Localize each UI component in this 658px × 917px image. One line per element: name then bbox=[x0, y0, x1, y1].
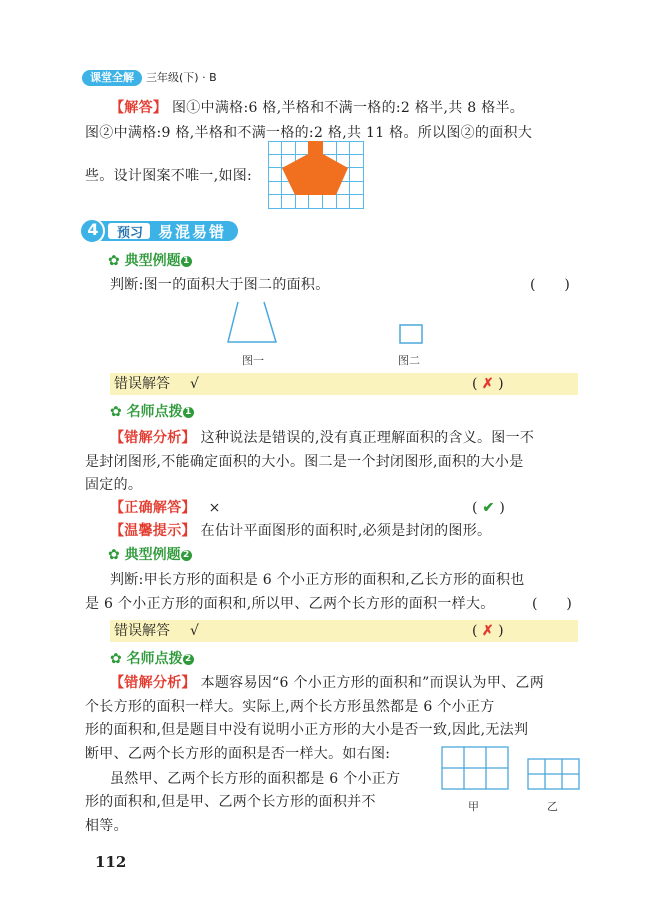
wrong-answer-value: √ bbox=[190, 623, 199, 639]
analysis-2-line-1 bbox=[110, 673, 544, 693]
analysis-2-line-3: 形的面积和,但是题目中没有说明小正方形的大小是否一致,因此,无法判 bbox=[85, 722, 529, 738]
figure-two-rectangle bbox=[400, 325, 422, 343]
wrong-verdict bbox=[472, 374, 504, 394]
jia-rectangle bbox=[442, 747, 508, 789]
answer-line-3: 些。设计图案不唯一,如图: bbox=[85, 168, 253, 184]
analysis-2-line-4: 断甲、乙两个长方形的面积是否一样大。如右图: bbox=[85, 746, 391, 762]
conclusion-line-2: 形的面积和,但是甲、乙两个长方形的面积并不 bbox=[85, 794, 376, 810]
tip-1-heading bbox=[110, 402, 194, 422]
grade-subtitle: 三年级(下) · B bbox=[146, 71, 217, 84]
wrong-answer-label: 错误解答 bbox=[114, 623, 170, 639]
example-1-bracket: ( ) bbox=[530, 277, 571, 293]
analysis-2-text-1: 本题容易因“6 个小正方形的面积和”而误认为甲、乙两 bbox=[195, 675, 545, 691]
example-2-question-2: 是 6 个小正方形的面积和,所以甲、乙两个长方形的面积一样大。 bbox=[85, 596, 495, 612]
yi-caption: 乙 bbox=[547, 800, 558, 813]
clover-icon: ✿ bbox=[110, 404, 122, 420]
verdict-open: ( bbox=[472, 500, 478, 516]
correct-answer-value: × bbox=[208, 500, 221, 516]
orange-pentagon bbox=[282, 141, 348, 195]
wrong-answer-value: √ bbox=[190, 376, 199, 392]
series-badge: 课堂全解 bbox=[82, 70, 142, 86]
conclusion-line-1: 虽然甲、乙两个长方形的面积都是 6 个小正方 bbox=[110, 771, 401, 787]
answer-line-1-text: 图①中满格:6 格,半格和不满一格的:2 格半,共 8 格半。 bbox=[167, 100, 525, 116]
verdict-close: ) bbox=[498, 623, 504, 639]
figure-one-caption: 图一 bbox=[242, 354, 264, 367]
conclusion-line-3: 相等。 bbox=[85, 818, 128, 834]
page-number: 112 bbox=[95, 853, 127, 871]
number-1-icon: 1 bbox=[183, 407, 194, 418]
design-grid-figure bbox=[268, 141, 364, 209]
hint-text: 在估计平面图形的面积时,必须是封闭的图形。 bbox=[195, 523, 492, 539]
answer-line-1 bbox=[110, 98, 524, 118]
wrong-answer-label: 错误解答 bbox=[114, 376, 170, 392]
example-1-heading bbox=[108, 251, 192, 271]
tip-2-heading bbox=[110, 649, 194, 669]
cross-icon: ✗ bbox=[481, 376, 494, 392]
verdict-open: ( bbox=[472, 623, 478, 639]
answer-label: 【解答】 bbox=[110, 100, 168, 116]
wrong-answer-bar-1 bbox=[110, 373, 578, 395]
example-1-question: 判断:图一的面积大于图二的面积。 bbox=[110, 277, 330, 293]
yi-rectangle bbox=[528, 759, 579, 789]
check-icon: ✔ bbox=[482, 500, 495, 516]
example-2-heading bbox=[108, 545, 192, 565]
example-2-bracket: ( ) bbox=[532, 596, 573, 612]
correct-answer-label: 【正确解答】 bbox=[110, 500, 196, 516]
verdict-close: ) bbox=[498, 376, 504, 392]
example-2-heading-text: 典型例题 bbox=[124, 547, 181, 563]
clover-icon: ✿ bbox=[110, 651, 122, 667]
number-2-icon: 2 bbox=[183, 654, 194, 665]
number-2-icon: 2 bbox=[181, 550, 192, 561]
answer-line-2: 图②中满格:9 格,半格和不满一格的:2 格,共 11 格。所以图②的面积大 bbox=[85, 125, 533, 141]
analysis-1-line-1 bbox=[110, 428, 534, 448]
analysis-1-line-3: 固定的。 bbox=[85, 477, 143, 493]
verdict-open: ( bbox=[472, 376, 478, 392]
analysis-2-line-2: 个长方形的面积一样大。实际上,两个长方形虽然都是 6 个小正方 bbox=[85, 699, 495, 715]
analysis-1-line-2: 是封闭图形,不能确定面积的大小。图二是一个封闭图形,面积的大小是 bbox=[85, 454, 524, 470]
section-tag: 预习 bbox=[116, 226, 143, 241]
wrong-answer-bar-2 bbox=[110, 620, 578, 642]
section-number: 4 bbox=[87, 220, 99, 239]
figure-one-open-shape bbox=[228, 302, 276, 342]
example-1-figures bbox=[220, 300, 440, 350]
jia-yi-figures bbox=[440, 745, 590, 795]
tip-1-heading-text: 名师点拨 bbox=[126, 404, 183, 420]
tip-2-heading-text: 名师点拨 bbox=[126, 651, 183, 667]
analysis-2-label: 【错解分析】 bbox=[110, 675, 196, 691]
correct-answer-line bbox=[110, 498, 221, 518]
hint-line bbox=[110, 521, 491, 541]
example-2-question-1: 判断:甲长方形的面积是 6 个小正方形的面积和,乙长方形的面积也 bbox=[110, 572, 525, 588]
analysis-1-label: 【错解分析】 bbox=[110, 430, 196, 446]
section-title: 易混易错 bbox=[158, 223, 227, 241]
cross-icon: ✗ bbox=[481, 623, 494, 639]
figure-two-caption: 图二 bbox=[398, 354, 420, 367]
number-1-icon: 1 bbox=[181, 256, 192, 267]
hint-label: 【温馨提示】 bbox=[110, 523, 196, 539]
correct-verdict bbox=[472, 498, 505, 518]
example-1-heading-text: 典型例题 bbox=[124, 253, 181, 269]
jia-caption: 甲 bbox=[468, 800, 479, 813]
clover-icon: ✿ bbox=[108, 547, 120, 563]
clover-icon: ✿ bbox=[108, 253, 120, 269]
analysis-1-text-1: 这种说法是错误的,没有真正理解面积的含义。图一不 bbox=[195, 430, 535, 446]
verdict-close: ) bbox=[499, 500, 506, 516]
wrong-verdict bbox=[472, 621, 504, 641]
